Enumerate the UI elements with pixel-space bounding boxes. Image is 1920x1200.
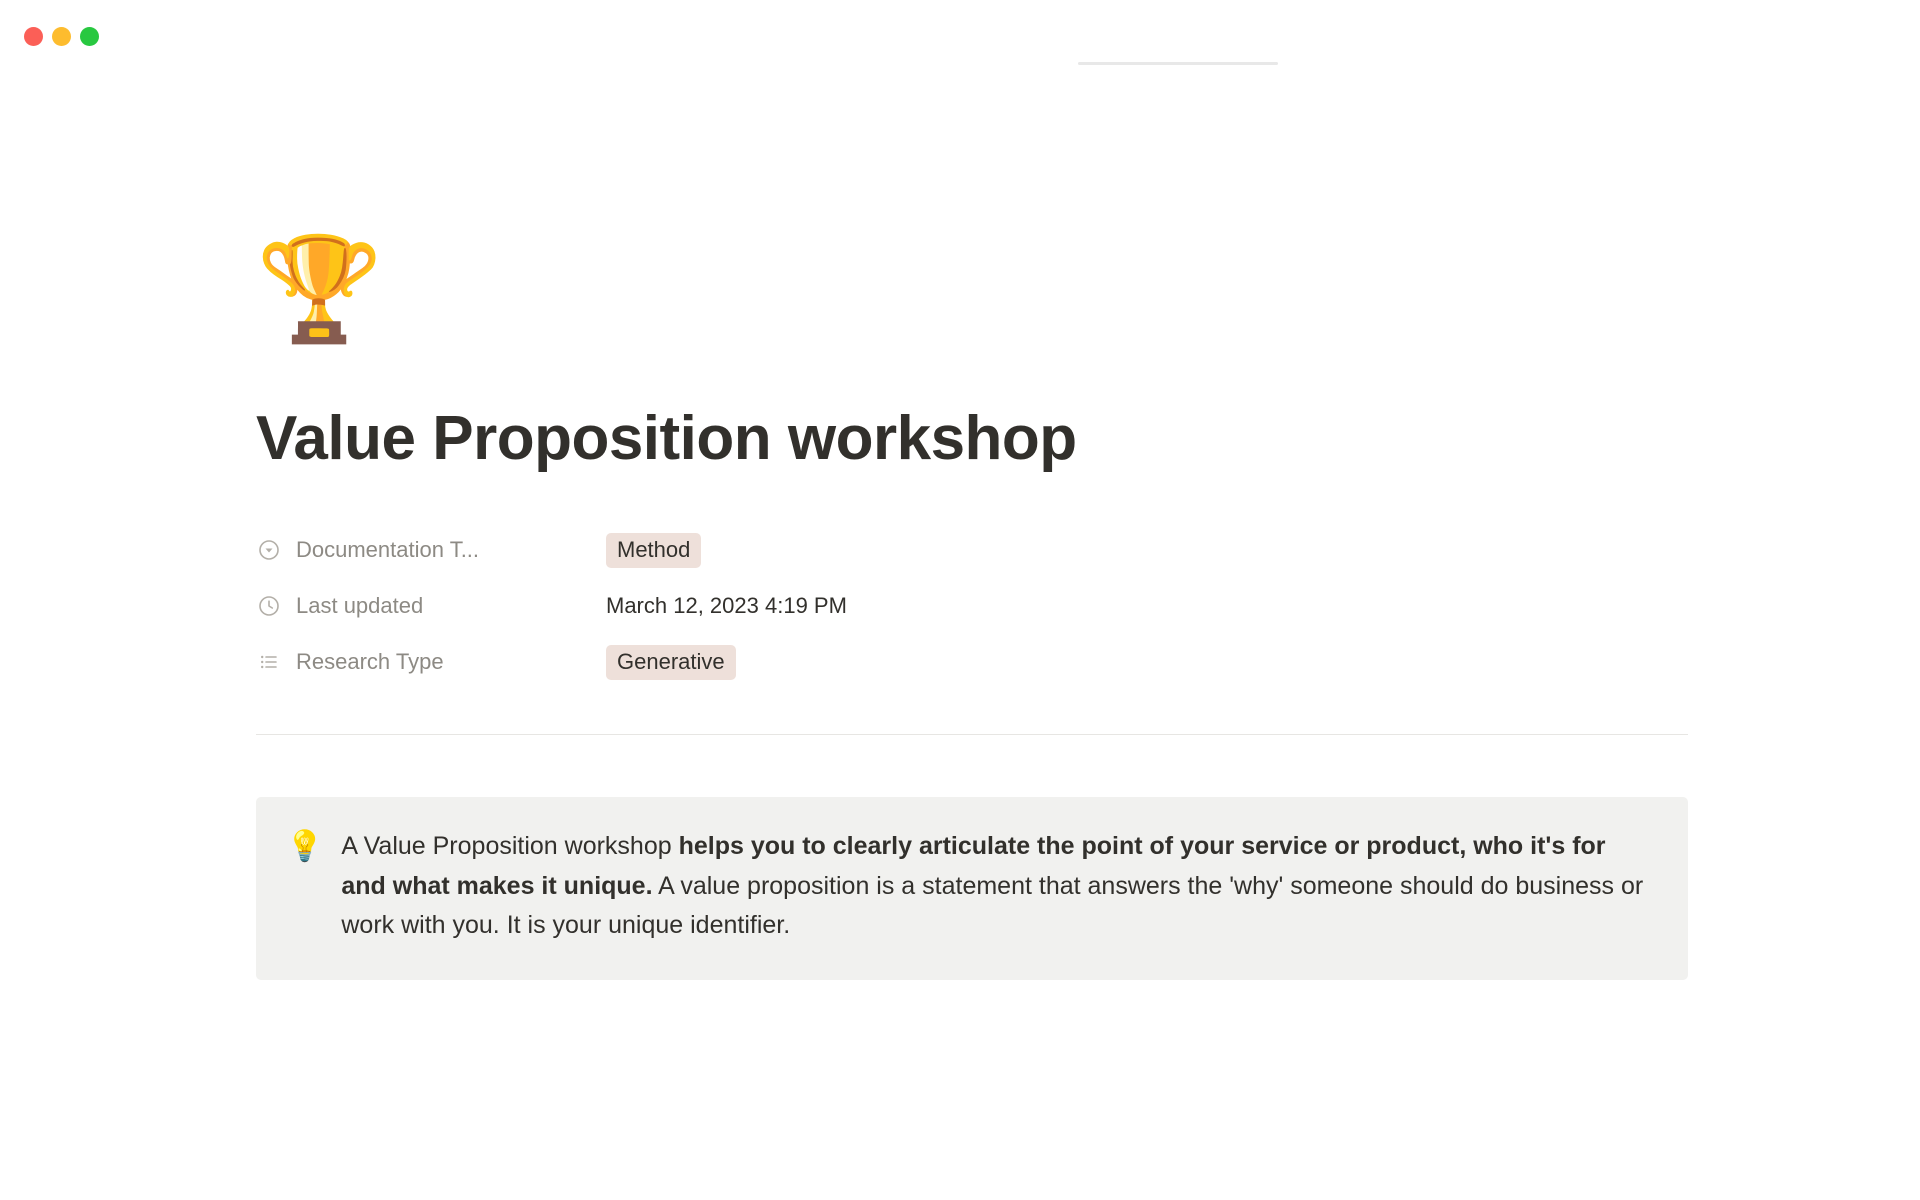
property-label-text: Research Type: [296, 649, 444, 675]
status-badge[interactable]: Generative: [606, 645, 736, 680]
section-divider: [256, 734, 1688, 735]
callout-text-tail: A value proposition is a statement that answers the 'why' someone should do business or work with you. It is your unique identifier.: [341, 871, 1644, 940]
property-row-documentation-type[interactable]: [256, 522, 1688, 578]
callout-block[interactable]: [256, 797, 1688, 980]
property-label-text: Last updated: [296, 593, 424, 619]
list-icon: [256, 649, 282, 675]
property-label-research-type: [256, 649, 606, 675]
page-properties: [256, 522, 1688, 690]
callout-text-emphasis: helps you to clearly articulate the point of your service or product, who it's for and what makes it unique.: [341, 832, 1606, 900]
property-row-research-type[interactable]: [256, 634, 1688, 690]
property-label-text: Documentation T...: [296, 537, 480, 563]
clock-icon: [256, 593, 282, 619]
page-title: Value Proposition workshop: [256, 404, 1077, 473]
callout-text-lead: A Value Proposition workshop: [341, 832, 679, 861]
property-label-last-updated: [256, 593, 606, 619]
property-value-research-type[interactable]: [606, 645, 736, 680]
callout-text: [341, 827, 1654, 946]
property-row-last-updated[interactable]: [256, 578, 1688, 634]
select-icon: [256, 537, 282, 563]
trophy-emoji[interactable]: 🏆: [256, 232, 384, 346]
status-badge[interactable]: Method: [606, 533, 701, 568]
property-value-documentation-type[interactable]: [606, 533, 701, 568]
property-value-last-updated: March 12, 2023 4:19 PM: [606, 593, 847, 619]
property-label-documentation-type: [256, 537, 606, 563]
lightbulb-emoji: 💡: [286, 830, 324, 864]
